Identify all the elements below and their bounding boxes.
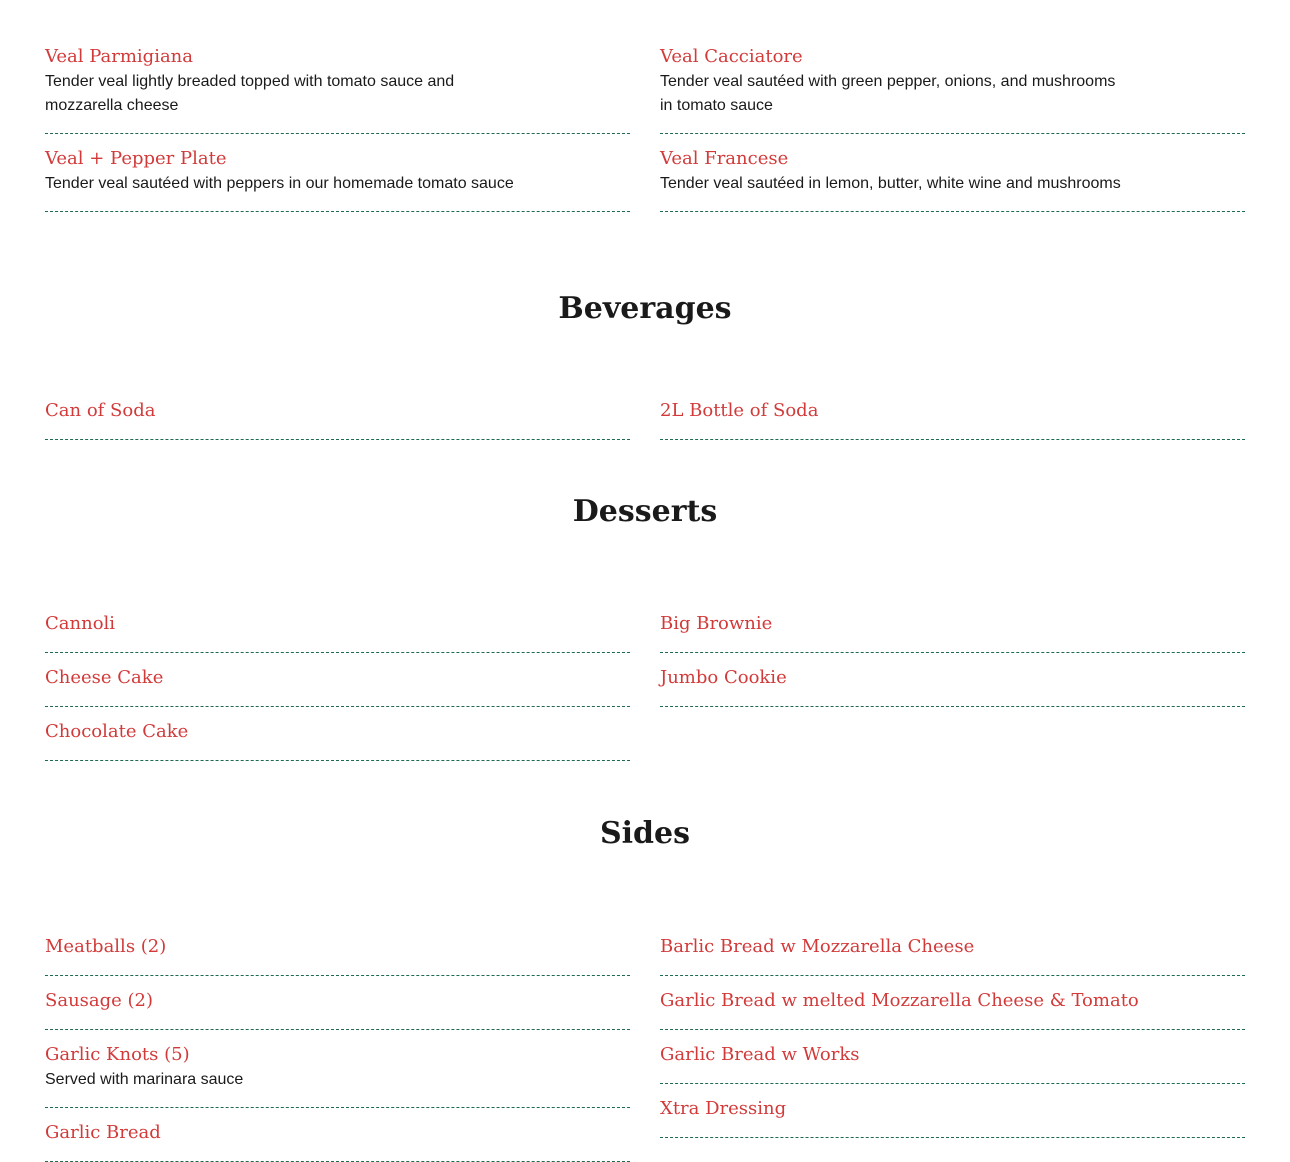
item-description: Tender veal sautéed with green pepper, onions, and mushrooms in tomato sauce [660, 73, 1116, 114]
menu-item [45, 599, 630, 653]
menu-item [45, 134, 630, 212]
item-name: Xtra Dressing [660, 1098, 787, 1119]
desserts-left-column [45, 599, 630, 761]
desserts-heading: Desserts [572, 494, 718, 529]
menu-item [660, 1084, 1245, 1138]
menu-item [45, 386, 630, 440]
desserts-right-column [660, 599, 1245, 761]
menu-item [45, 32, 630, 134]
item-name: Barlic Bread w Mozzarella Cheese [660, 936, 975, 957]
item-description: Served with marinara sauce [45, 1071, 244, 1088]
menu-item [660, 653, 1245, 707]
item-name: Veal + Pepper Plate [45, 148, 227, 169]
item-name: Veal Francese [660, 148, 789, 169]
sides-left-column [45, 922, 630, 1162]
item-name: Jumbo Cookie [660, 667, 787, 688]
menu-item [45, 1108, 630, 1162]
item-name: Veal Cacciatore [660, 46, 803, 67]
sides-right-column [660, 922, 1245, 1162]
item-name: Sausage (2) [45, 990, 154, 1011]
sides-heading: Sides [599, 816, 690, 851]
veal-left-column [45, 32, 630, 212]
desserts-section [45, 599, 1245, 761]
menu-item [45, 707, 630, 761]
veal-section [45, 32, 1245, 212]
item-name: Chocolate Cake [45, 721, 189, 742]
menu-item [660, 599, 1245, 653]
item-description: Tender veal lightly breaded topped with tomato sauce and mozzarella cheese [45, 73, 455, 114]
beverages-left-column [45, 386, 630, 440]
menu-item [45, 1030, 630, 1108]
item-name: Meatballs (2) [45, 936, 167, 957]
item-name: Cannoli [45, 613, 116, 634]
item-name: Garlic Bread w Works [660, 1044, 860, 1065]
menu-item [45, 976, 630, 1030]
beverages-heading: Beverages [558, 291, 732, 326]
item-name: Garlic Bread [45, 1122, 161, 1143]
item-name: Garlic Bread w melted Mozzarella Cheese & Tomato [660, 990, 1139, 1011]
menu-item [660, 922, 1245, 976]
item-name: Cheese Cake [45, 667, 164, 688]
item-name: 2L Bottle of Soda [660, 400, 819, 421]
item-description: Tender veal sautéed in lemon, butter, white wine and mushrooms [660, 175, 1121, 192]
item-name: Can of Soda [45, 400, 156, 421]
sides-section [45, 922, 1245, 1162]
beverages-section [45, 386, 1245, 440]
item-name: Big Brownie [660, 613, 773, 634]
menu-item [45, 922, 630, 976]
menu-item [660, 32, 1245, 134]
menu-item [660, 386, 1245, 440]
veal-right-column [660, 32, 1245, 212]
menu-item [660, 976, 1245, 1030]
menu-item [660, 1030, 1245, 1084]
beverages-right-column [660, 386, 1245, 440]
item-name: Veal Parmigiana [45, 46, 194, 67]
menu-item [660, 134, 1245, 212]
menu-item [45, 653, 630, 707]
item-name: Garlic Knots (5) [45, 1044, 190, 1065]
item-description: Tender veal sautéed with peppers in our homemade tomato sauce [45, 175, 514, 192]
